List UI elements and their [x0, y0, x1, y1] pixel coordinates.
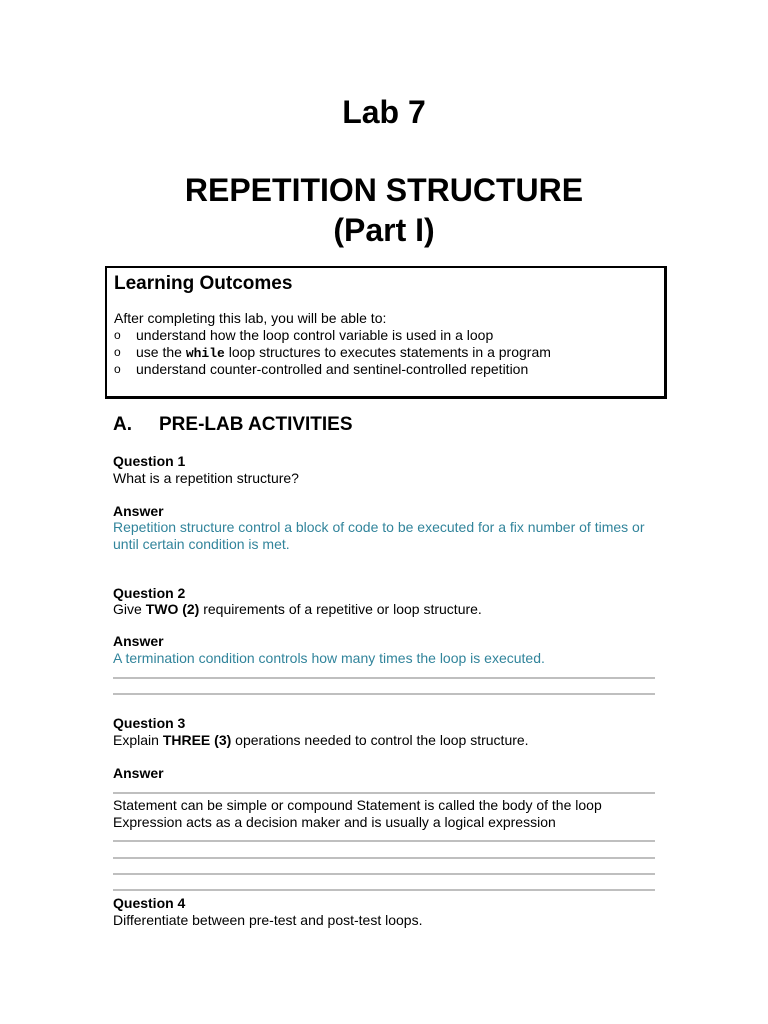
question-1-label: Question 1 — [113, 453, 186, 469]
question-3-text-pre: Explain — [113, 732, 163, 748]
answer-line — [113, 792, 655, 794]
answer-line — [113, 677, 655, 679]
bullet-icon: o — [114, 345, 121, 359]
bullet-icon: o — [114, 328, 121, 342]
question-2-text-pre: Give — [113, 601, 146, 617]
question-2-text-bold: TWO (2) — [145, 601, 200, 617]
answer-3-label: Answer — [113, 765, 164, 781]
question-3-label: Question 3 — [113, 715, 186, 731]
answer-2-label: Answer — [113, 633, 164, 649]
section-title: PRE-LAB ACTIVITIES — [159, 414, 353, 435]
answer-2-text: A termination condition controls how many times the loop is executed. — [113, 650, 545, 666]
question-2-text-post: requirements of a repetitive or loop structure. — [199, 601, 482, 617]
outcome-text-post: loop structures to executes statements in a program — [224, 344, 551, 360]
answer-line — [113, 873, 655, 875]
outcome-text: understand counter-controlled and sentinel-controlled repetition — [136, 361, 529, 377]
bullet-icon: o — [114, 362, 121, 376]
answer-3-line-2: Expression acts as a decision maker and is usually a logical expression — [113, 814, 556, 830]
main-title: REPETITION STRUCTURE — [184, 172, 584, 208]
while-keyword: while — [185, 346, 225, 361]
question-3-text — [113, 732, 529, 749]
question-4-text: Differentiate between pre-test and post-test loops. — [113, 912, 423, 928]
answer-line — [113, 857, 655, 859]
answer-line — [113, 889, 655, 891]
outcome-text-pre: use the — [136, 344, 186, 360]
answer-line — [113, 840, 655, 842]
list-item — [114, 327, 551, 344]
section-letter: A. — [113, 414, 132, 435]
outcome-text: understand how the loop control variable is used in a loop — [136, 327, 494, 343]
learning-outcomes-intro: After completing this lab, you will be able to: — [114, 310, 387, 326]
question-1-text: What is a repetition structure? — [113, 470, 299, 486]
learning-outcomes-heading: Learning Outcomes — [114, 273, 293, 294]
answer-1-text: Repetition structure control a block of code to be executed for a fix number of times or until certain condition is met. — [113, 519, 645, 552]
question-3-text-post: operations needed to control the loop structure. — [231, 732, 529, 748]
learning-outcomes-box — [105, 266, 667, 399]
list-item — [114, 344, 551, 361]
answer-1-label: Answer — [113, 503, 164, 519]
question-2-label: Question 2 — [113, 585, 186, 601]
answer-3-line-1: Statement can be simple or compound Statement is called the body of the loop — [113, 797, 602, 813]
lab-title: Lab 7 — [342, 94, 426, 130]
question-2-text — [113, 601, 482, 618]
answer-line — [113, 693, 655, 695]
section-heading — [113, 413, 353, 437]
list-item — [114, 361, 551, 378]
part-title: (Part I) — [333, 212, 435, 248]
question-3-text-bold: THREE (3) — [162, 732, 232, 748]
question-4-label: Question 4 — [113, 895, 186, 911]
learning-outcomes-list — [114, 327, 551, 378]
